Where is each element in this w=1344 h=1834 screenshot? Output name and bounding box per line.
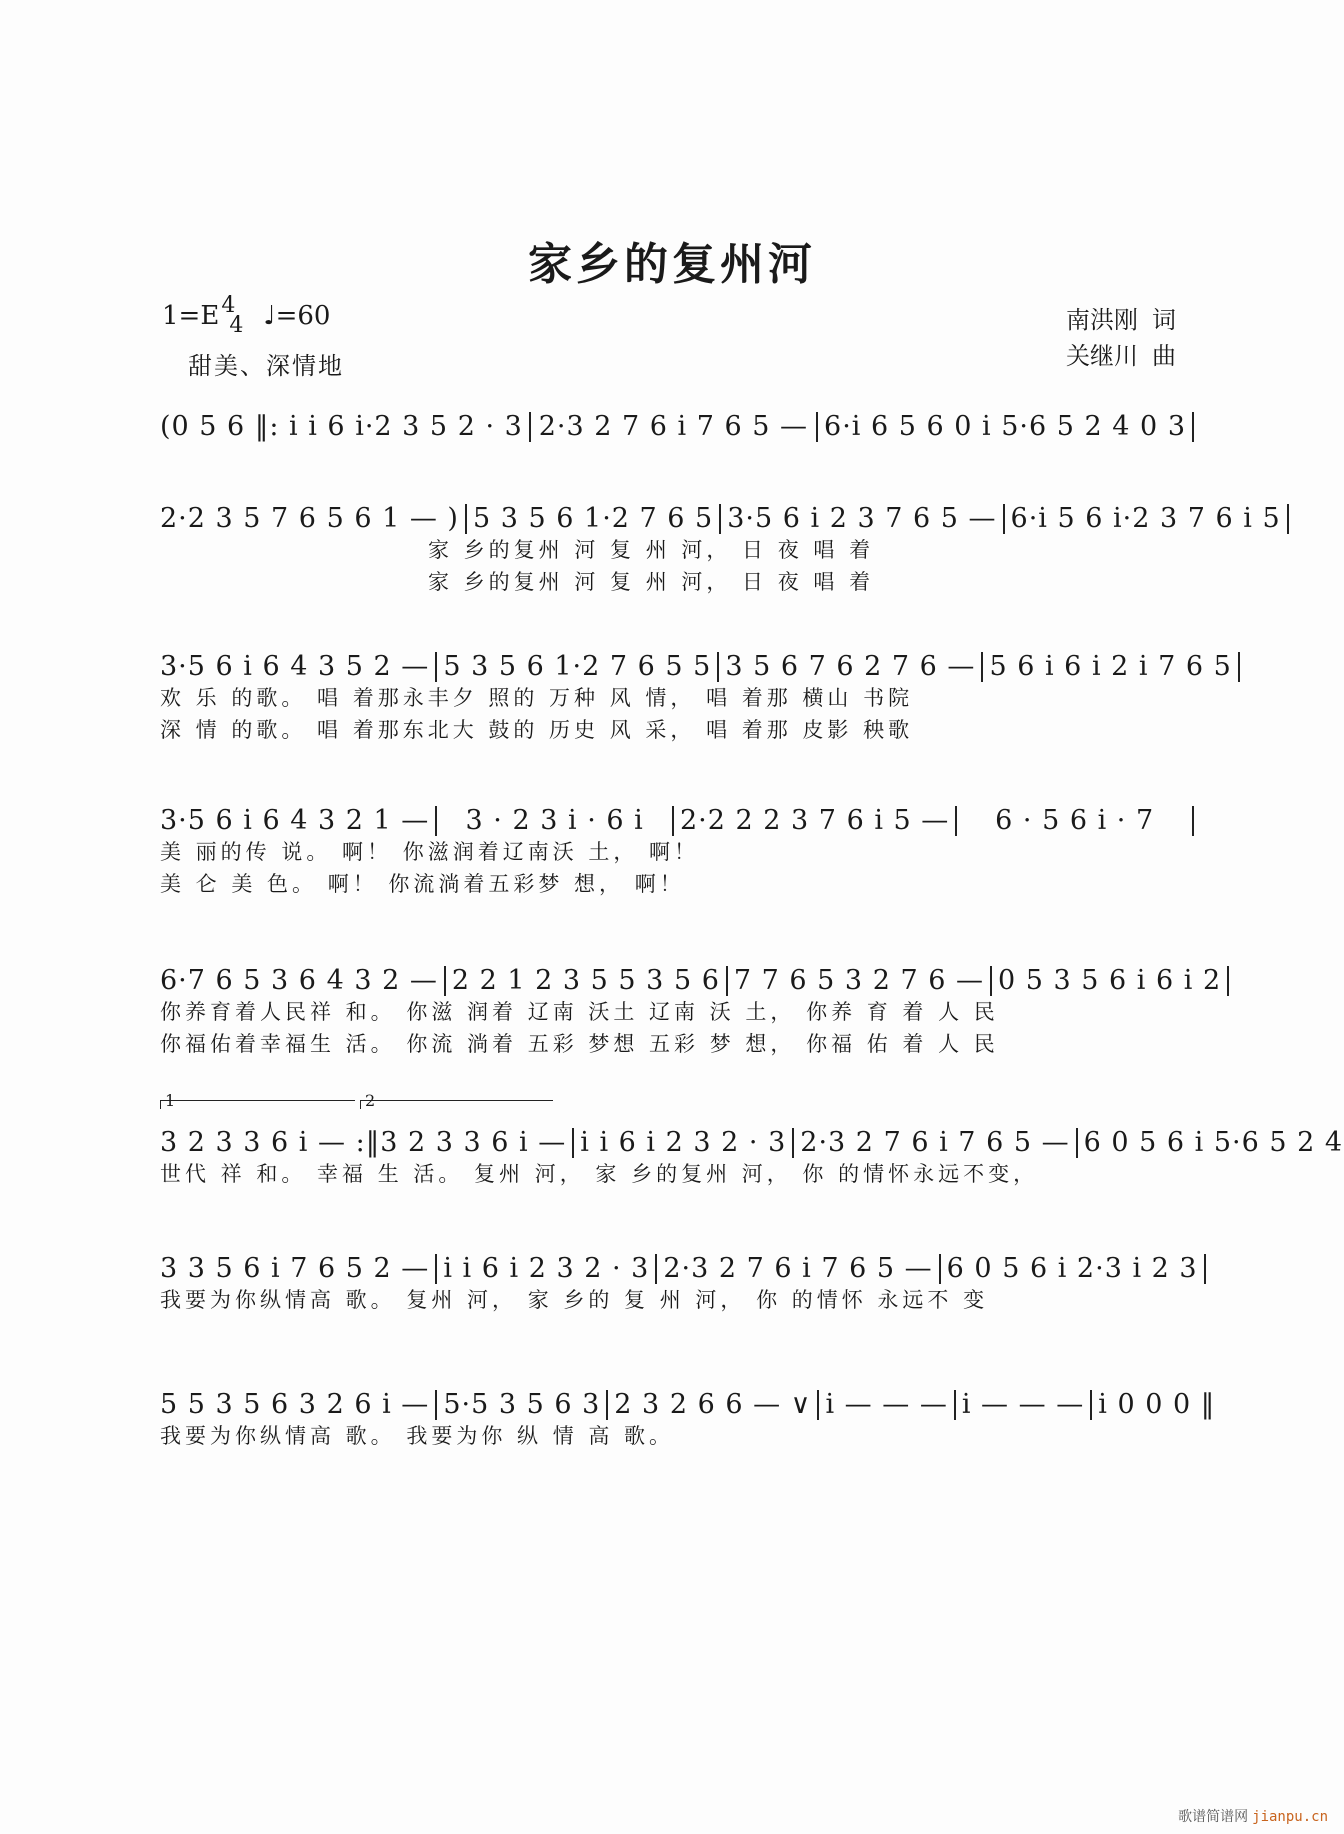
composer-name: 关继川 <box>1066 342 1138 370</box>
expression-marking: 甜美、深情地 <box>188 352 344 380</box>
barline <box>435 1390 437 1420</box>
barline <box>465 504 467 534</box>
measure: 7 7 6 5 3 2 7 6 — <box>733 965 984 996</box>
notation-line <box>160 402 1200 442</box>
notation-line <box>160 494 1281 534</box>
lyrics-verse-1: 美 丽的传 说。 啊！ 你滋润着辽南沃 土， 啊！ <box>160 840 700 864</box>
notation-line <box>160 956 1222 996</box>
barline <box>1192 806 1194 836</box>
lyrics-verse-1: 你养育着人民祥 和。 你滋 润着 辽南 沃土 辽南 沃 土， 你养 育 着 人 民 <box>160 1000 999 1024</box>
notation-line <box>160 796 1200 836</box>
score-system-8 <box>160 1380 1216 1452</box>
volta-bracket-1 <box>160 1091 355 1110</box>
measure: 5 3 5 6 1·2 7 6 5 <box>472 503 714 534</box>
barline <box>672 806 674 836</box>
lyrics-verse-1: 家 乡的复州 河 复 州 河， 日 夜 唱 着 <box>428 538 875 562</box>
lyrics-verse-2: 深 情 的歌。 唱 着那东北大 鼓的 历史 风 采， 唱 着那 皮影 秧歌 <box>160 718 914 742</box>
barline <box>444 966 446 996</box>
barline <box>1090 1390 1092 1420</box>
measure: (0 5 6 ‖: i i 6 i·2 3 5 2 · 3 <box>160 411 523 442</box>
barline <box>1287 504 1289 534</box>
barline <box>606 1390 608 1420</box>
notation-line <box>160 642 1232 682</box>
measure: 2·3 2 7 6 i 7 6 5 — <box>800 1127 1070 1158</box>
measure: 2·3 2 7 6 i 7 6 5 — <box>538 411 809 442</box>
lyrics-verse-2: 家 乡的复州 河 复 州 河， 日 夜 唱 着 <box>428 570 875 594</box>
score-system-2 <box>160 494 1281 598</box>
lyrics-verse-1: 我要为你纵情高 歌。 我要为你 纵 情 高 歌。 <box>160 1424 675 1448</box>
measure: 2·2 2 2 3 7 6 i 5 — <box>680 805 950 836</box>
score-system-4 <box>160 796 1200 900</box>
measure: 6 · 5 6 i · 7 <box>995 805 1155 836</box>
barline <box>1238 652 1240 682</box>
measure: 3 2 3 3 6 i — <box>380 1127 567 1158</box>
time-sig-top: 4 <box>221 293 236 318</box>
measure: i — — — <box>825 1389 948 1420</box>
time-sig-bottom: 4 <box>229 313 244 338</box>
barline <box>655 1254 657 1284</box>
site-watermark <box>1178 1806 1328 1826</box>
song-title: 家乡的复州河 <box>528 239 816 290</box>
measure: 3·5 6 i 6 4 3 2 1 — <box>160 805 430 836</box>
measure: i i 6 i 2 3 2 · 3 <box>580 1127 787 1158</box>
measure: i — — — <box>961 1389 1085 1420</box>
measure: 6·i 6 5 6 0 i 5·6 5 2 4 0 3 <box>824 411 1186 442</box>
lyrics-verse-2: 美 仑 美 色。 啊！ 你流淌着五彩梦 想， 啊！ <box>160 872 685 896</box>
measure: 6·7 6 5 3 6 4 3 2 — <box>160 965 438 996</box>
lyricist-line <box>1066 302 1176 338</box>
barline <box>939 1254 941 1284</box>
barline <box>1192 412 1194 442</box>
measure: 3 · 2 3 i · 6 i <box>465 805 644 836</box>
measure: 3·5 6 i 2 3 7 6 5 — <box>727 503 997 534</box>
lyricist-role: 词 <box>1152 306 1176 334</box>
barline <box>816 412 818 442</box>
barline <box>1204 1254 1206 1284</box>
notation-line <box>160 1380 1216 1420</box>
barline <box>529 412 531 442</box>
measure: 5 3 5 6 1·2 7 6 5 5 <box>443 651 712 682</box>
lyrics-verse-1: 欢 乐 的歌。 唱 着那永丰夕 照的 万种 风 情， 唱 着那 横山 书院 <box>160 686 914 710</box>
measure: 5 6 i 6 i 2 i 7 6 5 <box>989 651 1232 682</box>
composer-role: 曲 <box>1152 342 1176 370</box>
score-system-1 <box>160 402 1200 442</box>
score-system-3 <box>160 642 1232 746</box>
barline <box>1076 1128 1078 1158</box>
measure: 6 0 5 6 i 5·6 5 2 4 <box>1083 1127 1344 1158</box>
measure: 2·2 3 5 7 6 5 6 1 — ) <box>160 503 459 534</box>
measure: i i 6 i 2 3 2 · 3 <box>443 1253 650 1284</box>
volta-bracket-2 <box>360 1091 553 1110</box>
measure: 3·5 6 i 6 4 3 5 2 — <box>160 651 430 682</box>
key-signature: 1=E <box>162 301 220 331</box>
barline <box>792 1128 794 1158</box>
notation-line <box>160 1118 1344 1158</box>
notation-line <box>160 1244 1200 1284</box>
measure: 5 5 3 5 6 3 2 6 i — <box>160 1389 430 1420</box>
measure: 2·3 2 7 6 i 7 6 5 — <box>663 1253 933 1284</box>
lyricist-name: 南洪刚 <box>1066 306 1138 334</box>
measure: 6·i 5 6 i·2 3 7 6 i 5 <box>1010 503 1281 534</box>
lyrics-verse-2: 你福佑着幸福生 活。 你流 淌着 五彩 梦想 五彩 梦 想， 你福 佑 着 人 民 <box>160 1032 999 1056</box>
barline <box>719 504 721 534</box>
barline <box>955 806 957 836</box>
barline <box>817 1390 819 1420</box>
watermark-url: jianpu.cn <box>1252 1809 1328 1825</box>
barline <box>954 1390 956 1420</box>
barline <box>435 806 437 836</box>
credits <box>1066 302 1176 374</box>
time-signature <box>221 293 244 338</box>
volta-number: 2 <box>365 1091 376 1110</box>
measure: 2 3 2 6 6 — ∨ <box>614 1389 812 1420</box>
measure: 5·5 3 5 6 3 <box>443 1389 601 1420</box>
measure: 2 2 1 2 3 5 5 3 5 6 <box>451 965 720 996</box>
measure: 3 2 3 3 6 i — :‖ <box>160 1127 381 1158</box>
barline <box>990 966 992 996</box>
key-tempo-line <box>162 293 331 338</box>
composer-line <box>1066 338 1176 374</box>
barline <box>572 1128 574 1158</box>
barline <box>981 652 983 682</box>
measure: 3 3 5 6 i 7 6 5 2 — <box>160 1253 430 1284</box>
barline <box>1003 504 1005 534</box>
lyrics-verse-1: 我要为你纵情高 歌。 复州 河， 家 乡的 复 州 河， 你 的情怀 永远不 变 <box>160 1288 989 1312</box>
measure: 3 5 6 7 6 2 7 6 — <box>725 651 976 682</box>
barline <box>726 966 728 996</box>
score-system-6 <box>160 1091 1344 1190</box>
measure: 0 5 3 5 6 i 6 i 2 <box>997 965 1222 996</box>
barline <box>435 652 437 682</box>
score-system-7 <box>160 1244 1200 1316</box>
watermark-site-name: 歌谱简谱网 <box>1178 1809 1249 1825</box>
barline <box>435 1254 437 1284</box>
lyrics-verse-1: 世代 祥 和。 幸福 生 活。 复州 河， 家 乡的复州 河， 你 的情怀永远不变， <box>160 1162 1039 1186</box>
barline <box>1227 966 1229 996</box>
barline <box>717 652 719 682</box>
score-system-5 <box>160 956 1222 1060</box>
measure: i 0 0 0 ‖ <box>1098 1389 1216 1420</box>
tempo-marking: ♩=60 <box>263 301 331 331</box>
measure: 6 0 5 6 i 2·3 i 2 3 <box>946 1253 1198 1284</box>
volta-number: 1 <box>165 1091 176 1110</box>
